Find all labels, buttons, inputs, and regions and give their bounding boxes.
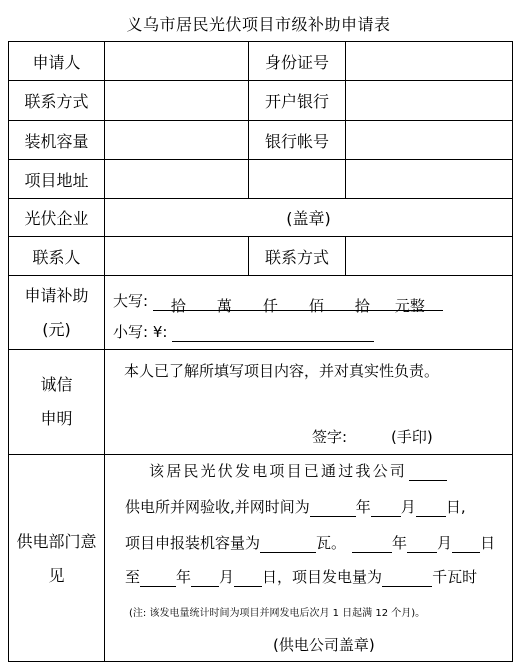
end-year-blank[interactable] [140, 570, 176, 587]
end-day-label: 日，项目发电量为 [262, 568, 383, 586]
signature-label[interactable]: 签字: [312, 428, 348, 446]
power-dept-label-line1: 供电部门意 [16, 531, 97, 551]
power-line-1 [149, 460, 447, 481]
unit-wan: 萬 [216, 297, 232, 315]
unit-bai: 佰 [308, 297, 324, 315]
unit-qian: 仟 [262, 297, 278, 315]
subsidy-lower[interactable] [113, 321, 374, 342]
start-year-blank[interactable] [352, 536, 392, 553]
unit-yuanzheng: 元整 [394, 297, 425, 315]
form-title: 义乌市居民光伏项目市级补助申请表 [126, 15, 391, 34]
applicant-field[interactable] [105, 42, 248, 80]
power-dept-label-line2: 见 [48, 565, 65, 585]
honesty-statement: 本人已了解所填写项目内容，并对真实性负责。 [124, 362, 440, 380]
start-day-blank[interactable] [452, 536, 480, 553]
power-line-4 [125, 566, 477, 587]
contact-method-field[interactable] [105, 81, 248, 120]
account-field[interactable] [346, 121, 512, 159]
power-line-3-text: 项目申报装机容量为 [125, 534, 261, 552]
capacity-field[interactable] [105, 121, 248, 159]
subsidy-upper[interactable] [113, 290, 443, 315]
contact-person-field[interactable] [105, 237, 248, 275]
company-seal[interactable]: (盖章) [286, 209, 331, 228]
honesty-label-line2: 申明 [40, 409, 73, 428]
power-line-2-text: 供电所并网验收,并网时间为 [125, 498, 310, 516]
start-month-label: 月 [437, 534, 453, 552]
kwh-label: 千瓦时 [432, 568, 478, 586]
contact-method-label: 联系方式 [24, 92, 89, 111]
fingerprint-label[interactable]: (手印) [391, 428, 433, 446]
contact-method2-label: 联系方式 [264, 247, 329, 267]
subsidy-label [9, 276, 104, 349]
contact-person-label: 联系人 [32, 247, 81, 267]
end-day-blank[interactable] [234, 570, 262, 587]
bank-label: 开户银行 [264, 92, 329, 111]
subsidy-lower-label: 小写: [113, 323, 149, 341]
power-line-1-text: 该居民光伏发电项目已通过我公司 [149, 462, 408, 480]
applicant-label: 申请人 [32, 52, 81, 72]
subsidy-upper-label: 大写: [113, 292, 149, 310]
year-label: 年 [355, 498, 371, 516]
yen-sign: ¥: [152, 323, 168, 341]
watt-label: 瓦。 [316, 534, 347, 552]
power-line-3 [125, 532, 495, 553]
power-note: (注: 该发电量统计时间为项目并网发电后次月 1 日起满 12 个月)。 [129, 608, 426, 619]
id-number-label: 身份证号 [264, 52, 329, 72]
unit-shi2: 拾 [354, 297, 370, 315]
end-year-label: 年 [176, 568, 192, 586]
power-dept-label [9, 455, 104, 662]
subsidy-upper-units [153, 295, 443, 315]
application-form [8, 41, 513, 662]
account-label: 银行帐号 [264, 131, 329, 151]
start-year-label: 年 [392, 534, 408, 552]
honesty-label-line1: 诚信 [40, 375, 73, 394]
capacity-blank[interactable] [260, 536, 316, 553]
unit-shi: 拾 [170, 297, 186, 315]
grid-month-blank[interactable] [371, 500, 401, 517]
capacity-label: 装机容量 [24, 131, 89, 151]
power-line-2 [125, 496, 466, 517]
end-month-blank[interactable] [191, 570, 219, 587]
company-label: 光伏企业 [24, 209, 89, 228]
company-blank[interactable] [409, 464, 447, 481]
grid-day-blank[interactable] [416, 500, 446, 517]
honesty-label [9, 350, 104, 454]
subsidy-label-line2: (元) [42, 319, 71, 339]
address-label: 项目地址 [24, 170, 89, 190]
contact-method2-field[interactable] [346, 237, 512, 275]
start-month-blank[interactable] [407, 536, 437, 553]
bank-field[interactable] [346, 81, 512, 120]
subsidy-label-line1: 申请补助 [24, 285, 89, 305]
address-field[interactable] [105, 160, 512, 198]
start-day-label: 日 [480, 534, 496, 552]
generation-blank[interactable] [382, 570, 432, 587]
grid-year-blank[interactable] [310, 500, 356, 517]
subsidy-lower-blank [172, 325, 374, 342]
power-line-4-text: 至 [125, 568, 141, 586]
day-label: 日, [445, 498, 466, 516]
id-number-field[interactable] [346, 42, 512, 80]
power-company-seal[interactable]: (供电公司盖章) [273, 636, 375, 654]
month-label: 月 [400, 498, 416, 516]
end-month-label: 月 [219, 568, 235, 586]
